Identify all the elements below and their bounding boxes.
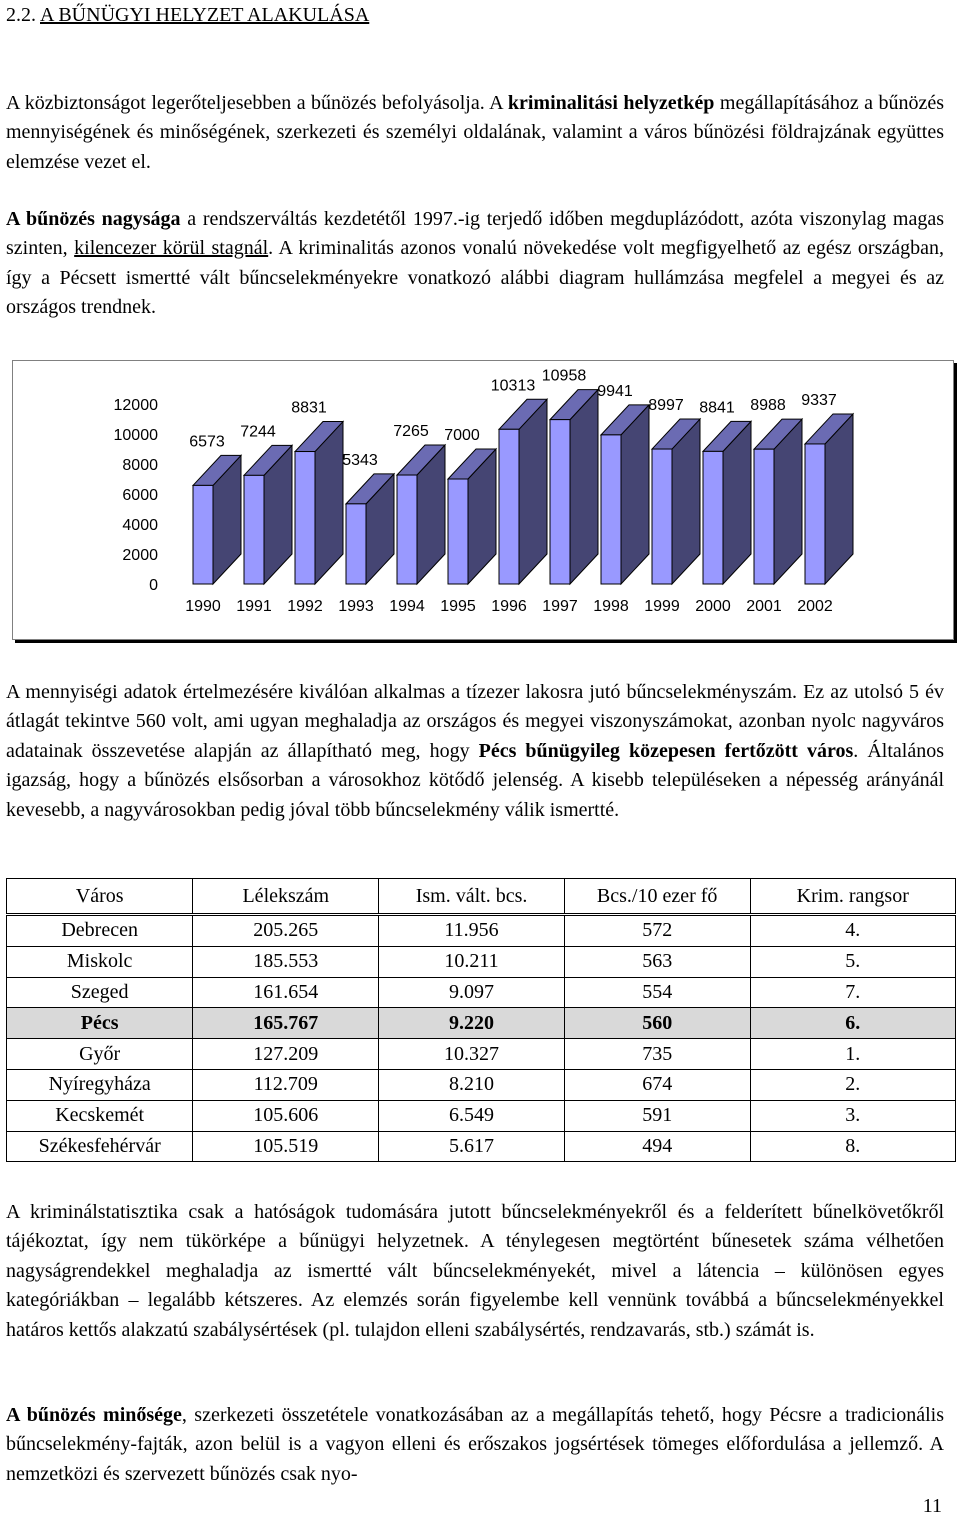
bold-term: kriminalitási helyzetkép	[507, 92, 715, 114]
bar-front	[550, 420, 570, 584]
table-cell: 8.	[750, 1131, 955, 1162]
bar-front	[193, 485, 213, 584]
table-cell: 105.519	[193, 1131, 379, 1162]
bar-2000	[703, 421, 751, 584]
data-label: 8997	[648, 397, 684, 415]
bar-front	[346, 504, 366, 584]
x-tick-label: 2002	[797, 598, 833, 615]
y-tick-label: 0	[149, 577, 158, 594]
table-cell: 205.265	[193, 915, 379, 947]
data-label: 8988	[750, 397, 786, 415]
table-cell: Székesfehérvár	[7, 1131, 193, 1162]
table-cell: 165.767	[193, 1008, 379, 1039]
bar-front	[499, 429, 519, 584]
table-row	[7, 1100, 956, 1131]
table-cell: 494	[564, 1131, 750, 1162]
table-cell: 572	[564, 915, 750, 947]
x-tick-label: 1991	[236, 598, 272, 615]
table-cell: 7.	[750, 977, 955, 1008]
bar-side	[621, 405, 649, 584]
city-comparison-table	[6, 878, 956, 1162]
table-cell: Kecskemét	[7, 1100, 193, 1131]
bar-front	[754, 449, 774, 584]
table-cell: 10.211	[379, 946, 565, 977]
text-run: A közbiztonságot legerőteljesebben a bűnözés befolyásolja. A	[6, 92, 508, 114]
table-cell: 6.	[750, 1008, 955, 1039]
table-cell: 560	[564, 1008, 750, 1039]
chart-svg	[13, 361, 953, 639]
table-cell: 105.606	[193, 1100, 379, 1131]
x-tick-label: 1994	[389, 598, 425, 615]
data-label: 7000	[444, 427, 480, 444]
table-cell: 185.553	[193, 946, 379, 977]
column-header: Ism. vált. bcs.	[379, 879, 565, 915]
table-row	[7, 915, 956, 947]
table-cell: 591	[564, 1100, 750, 1131]
table-cell: 5.	[750, 946, 955, 977]
table-cell: 9.097	[379, 977, 565, 1008]
table-cell: 112.709	[193, 1069, 379, 1100]
table-row	[7, 1069, 956, 1100]
bar-2001	[754, 419, 802, 584]
bar-front	[652, 449, 672, 584]
data-label: 9941	[597, 382, 633, 400]
x-tick-label: 1995	[440, 598, 476, 615]
table-cell: 5.617	[379, 1131, 565, 1162]
data-label: 9337	[801, 391, 837, 409]
x-tick-label: 1999	[644, 598, 680, 615]
y-tick-label: 12000	[113, 397, 158, 414]
section-heading	[6, 4, 369, 27]
x-tick-label: 1992	[287, 598, 323, 615]
table-cell: 9.220	[379, 1008, 565, 1039]
table-cell: Pécs	[7, 1008, 193, 1039]
text-run: , szerkezeti összetétele vonatkozásában az a megállapítás tehető, hogy Pécsre a tradicionális bűncselekmény-fajták, azon belül is a vagyon elleni és erőszakos jogsértések tömeges előfordulása a jellemző. A nemzetközi és szervezett bűnözés csak nyo-	[6, 1404, 944, 1485]
y-tick-label: 4000	[122, 517, 158, 534]
data-label: 7244	[240, 423, 276, 441]
table-cell: 8.210	[379, 1069, 565, 1100]
column-header: Város	[7, 879, 193, 915]
bar-front	[448, 479, 468, 584]
table-row	[7, 1039, 956, 1070]
underlined-phrase: kilencezer körül stagnál	[74, 237, 269, 260]
y-tick-label: 2000	[122, 547, 158, 564]
table-cell: Debrecen	[7, 915, 193, 947]
data-label: 8831	[291, 399, 327, 417]
data-label: 7265	[393, 423, 429, 441]
bar-1990	[193, 455, 241, 584]
bar-1999	[652, 419, 700, 584]
x-tick-label: 1997	[542, 598, 578, 615]
table-cell: Győr	[7, 1039, 193, 1070]
y-tick-label: 10000	[113, 427, 158, 444]
bar-front	[397, 475, 417, 584]
bar-1998	[601, 405, 649, 584]
table-cell: Miskolc	[7, 946, 193, 977]
table-cell: 2.	[750, 1069, 955, 1100]
paragraph-per-capita	[6, 678, 944, 825]
y-tick-label: 8000	[122, 457, 158, 474]
bar-1997	[550, 390, 598, 584]
data-label: 10958	[541, 367, 587, 385]
table-cell: 10.327	[379, 1039, 565, 1070]
table-cell: 6.549	[379, 1100, 565, 1131]
column-header: Krim. rangsor	[750, 879, 955, 915]
table-cell: 11.956	[379, 915, 565, 947]
text-run: megállapításához a bűnözés mennyiségének és minőségének, szerkezeti és személyi oldalának, valamint a város bűnözési földrajzának együttes elemzése vezet el.	[6, 92, 945, 173]
bold-term: A bűnözés nagysága	[6, 208, 181, 230]
data-label: 6573	[189, 433, 225, 451]
table-cell: 127.209	[193, 1039, 379, 1070]
table-header-row	[7, 879, 956, 915]
bar-2002	[805, 414, 853, 584]
table-cell: 554	[564, 977, 750, 1008]
bar-front	[601, 435, 621, 584]
x-tick-label: 1998	[593, 598, 629, 615]
data-label: 10313	[490, 377, 536, 395]
table-cell: Szeged	[7, 977, 193, 1008]
column-header: Bcs./10 ezer fő	[564, 879, 750, 915]
bar-side	[570, 390, 598, 584]
bar-1993	[346, 474, 394, 584]
bar-front	[703, 451, 723, 584]
paragraph-crime-volume	[6, 205, 944, 323]
y-tick-label: 6000	[122, 487, 158, 504]
table-row	[7, 1131, 956, 1162]
text-run: . A kriminalitás azonos vonalú növekedése volt megfigyelhető az egész országban, így a Pécsett ismertté vált bűncselekményekre vonatkozó alábbi diagram hullámzása megfelel a megyei és az országos trendnek.	[6, 237, 944, 319]
table-cell: 3.	[750, 1100, 955, 1131]
paragraph-statistics: A kriminálstatisztika csak a hatóságok tudomására jutott bűncselekményekről és a felderített bűnelkövetőkről tájékoztat, így nem tükörképe a bűnügyi helyzetnek. A ténylegesen megtörtént bűnesetek száma vélhetően nagyságrendekkel meghaladja az ismertté vált bűncselekményekét, mivel a látencia – különösen egyes kategóriákban – legalább kétszeres. Az elemzés során figyelembe kell vennünk továbbá a bűncselekményekkel határos kettős alakzatú szabálysértések (pl. tulajdon elleni szabálysértés, rendzavarás, stb.) számát is.	[6, 1201, 944, 1341]
text-run: A mennyiségi adatok értelmezésére kiválóan alkalmas a tízezer lakosra jutó bűncselekményszám. Ez az utolsó 5 év átlagát tekintve 560 volt, ami ugyan meghaladja az országos és megyei viszonyszámokat, azonban nyolc nagyváros adatainak összevetése alapján az állapítható meg, hogy	[6, 681, 944, 762]
table-row	[7, 977, 956, 1008]
page-number: 11	[922, 1495, 942, 1517]
table-row	[7, 946, 956, 977]
bold-term: A bűnözés minősége	[6, 1404, 182, 1426]
bar-1991	[244, 445, 292, 584]
crime-chart	[12, 360, 954, 640]
bar-front	[244, 475, 264, 584]
text-run: a rendszerváltás kezdetétől 1997.-ig terjedő időben megduplázódott, azóta viszonylag magas szinten,	[6, 208, 944, 260]
bar-1994	[397, 445, 445, 584]
table-cell: 735	[564, 1039, 750, 1070]
bold-term: Pécs bűnügyileg közepesen fertőzött város	[478, 739, 854, 762]
bar-1995	[448, 449, 496, 584]
x-tick-label: 1990	[185, 598, 221, 615]
paragraph-crime-quality	[6, 1401, 944, 1489]
x-tick-label: 2001	[746, 598, 782, 615]
bar-side	[519, 399, 547, 584]
data-label: 5343	[342, 451, 378, 469]
x-tick-label: 1996	[491, 598, 527, 615]
section-number: 2.2.	[6, 4, 36, 26]
table-cell: 1.	[750, 1039, 955, 1070]
table-cell: 4.	[750, 915, 955, 947]
table-cell: Nyíregyháza	[7, 1069, 193, 1100]
x-tick-label: 1993	[338, 598, 374, 615]
table-cell: 563	[564, 946, 750, 977]
table-cell: 161.654	[193, 977, 379, 1008]
bar-front	[295, 452, 315, 584]
table-cell: 674	[564, 1069, 750, 1100]
bar-1992	[295, 422, 343, 584]
section-title: A BŰNÜGYI HELYZET ALAKULÁSA	[40, 4, 370, 26]
text-run: . Általános igazság, hogy a bűnözés elsősorban a városokhoz kötődő jelenség. A kisebb településeken a népesség arányánál kevesebb, a nagyvárosokban pedig jóval több bűncselekmény válik ismertté.	[6, 739, 944, 821]
table-row	[7, 1008, 956, 1039]
bar-front	[805, 444, 825, 584]
bar-1996	[499, 399, 547, 584]
paragraph-intro	[6, 89, 944, 177]
column-header: Lélekszám	[193, 879, 379, 915]
x-tick-label: 2000	[695, 598, 731, 615]
data-label: 8841	[699, 399, 735, 417]
